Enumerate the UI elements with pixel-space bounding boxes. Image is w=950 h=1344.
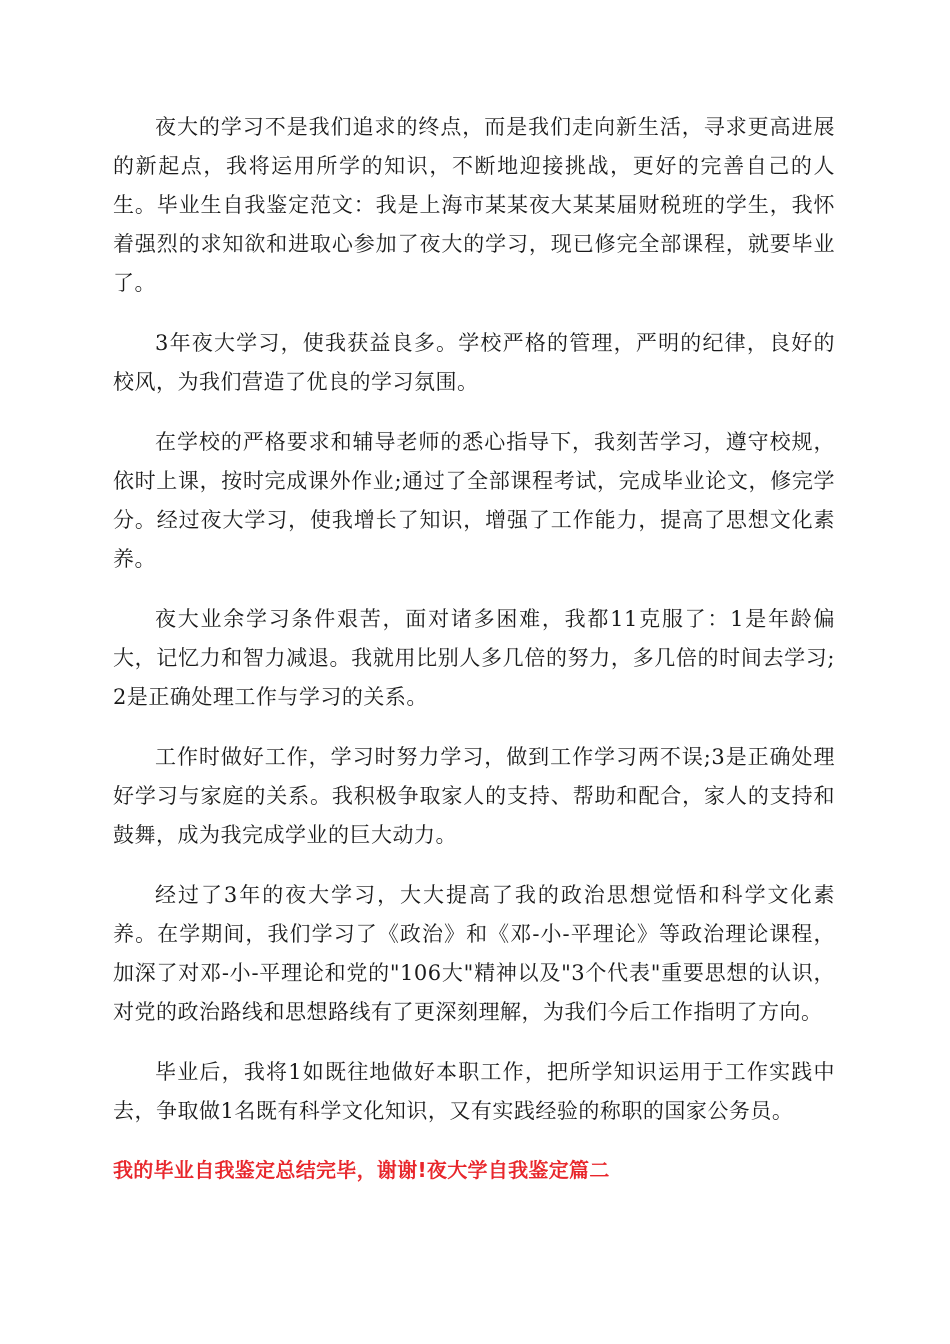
paragraph-6: 经过了3年的夜大学习，大大提高了我的政治思想觉悟和科学文化素养。在学期间，我们学习了《政治》和《邓-小-平理论》等政治理论课程，加深了对邓-小-平理论和党的"106大"精神以及"3个代表"重要思想的认识，对党的政治路线和思想路线有了更深刻理解，为我们今后工作指明了方向。 bbox=[113, 883, 835, 1024]
section-heading: 我的毕业自我鉴定总结完毕，谢谢!夜大学自我鉴定篇二 bbox=[113, 1158, 610, 1182]
paragraph-2: 3年夜大学习，使我获益良多。学校严格的管理，严明的纪律，良好的校风，为我们营造了优良的学习氛围。 bbox=[113, 331, 835, 394]
paragraph-5: 工作时做好工作，学习时努力学习，做到工作学习两不误;3是正确处理好学习与家庭的关系。我积极争取家人的支持、帮助和配合，家人的支持和鼓舞，成为我完成学业的巨大动力。 bbox=[113, 745, 835, 847]
paragraph-7: 毕业后，我将1如既往地做好本职工作，把所学知识运用于工作实践中去，争取做1名既有科学文化知识，又有实践经验的称职的国家公务员。 bbox=[113, 1060, 835, 1123]
document-body bbox=[113, 108, 835, 1187]
paragraph-1: 夜大的学习不是我们追求的终点，而是我们走向新生活，寻求更高进展的新起点，我将运用所学的知识，不断地迎接挑战，更好的完善自己的人生。毕业生自我鉴定范文：我是上海市某某夜大某某届财税班的学生，我怀着强烈的求知欲和进取心参加了夜大的学习，现已修完全部课程，就要毕业了。 bbox=[113, 115, 835, 295]
paragraph-4: 夜大业余学习条件艰苦，面对诸多困难，我都11克服了：1是年龄偏大，记忆力和智力减退。我就用比别人多几倍的努力，多几倍的时间去学习;2是正确处理工作与学习的关系。 bbox=[113, 607, 835, 709]
paragraph-3: 在学校的严格要求和辅导老师的悉心指导下，我刻苦学习，遵守校规，依时上课，按时完成课外作业;通过了全部课程考试，完成毕业论文，修完学分。经过夜大学习，使我增长了知识，增强了工作能力，提高了思想文化素养。 bbox=[113, 430, 835, 571]
